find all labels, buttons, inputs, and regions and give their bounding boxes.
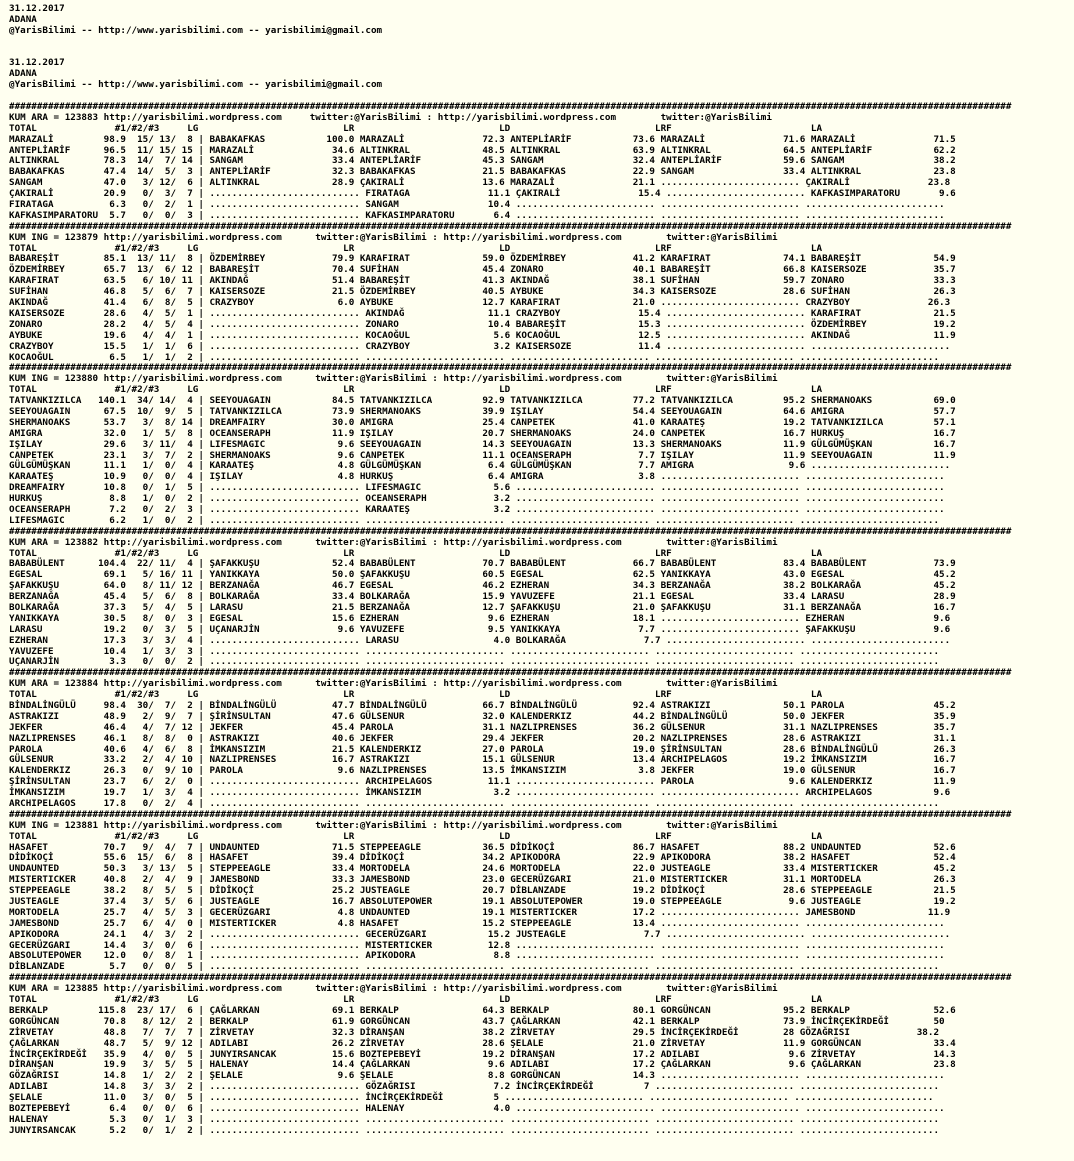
text-line: BİNDALİNGÜLÜ 98.4 30/ 7/ 2 | BİNDALİNGÜLÜ 47.7 BİNDALİNGÜLÜ 66.7 BİNDALİNGÜLÜ 92.4 ASTRAKIZI 50.1 PAROLA 45.2 (9, 700, 956, 711)
text-line: FIRATAGA 6.3 0/ 2/ 1 | ........................... SANGAM 10.4 ......................... ......................... ......................... (9, 199, 945, 211)
text-line: STEPPEEAGLE 38.2 8/ 5/ 5 | DİDİKOÇİ 25.2 JUSTEAGLE 20.7 DİBLANZADE 19.2 DİDİKOÇİ 28.6 STEPPEEAGLE 21.5 (9, 885, 956, 897)
text-line: BERKALP 115.8 23/ 17/ 6 | ÇAĞLARKAN 69.1 BERKALP 64.3 BERKALP 80.1 GORGÜNCAN 95.2 BERKALP 52.6 (9, 1004, 956, 1016)
text-line: DİDİKOÇİ 55.6 15/ 6/ 8 | HASAFET 39.4 DİDİKOÇİ 34.2 APIKODORA 22.9 APIKODORA 38.2 HASAFET 52.4 (9, 852, 956, 864)
text-line: UNDAUNTED 50.3 3/ 13/ 5 | STEPPEEAGLE 33.4 MORTODELA 24.6 MORTODELA 22.0 JUSTEAGLE 33.4 MISTERTICKER 45.2 (9, 863, 956, 875)
text-line: @YarisBilimi -- http://www.yarisbilimi.com -- yarisbilimi@gmail.com (9, 79, 383, 91)
text-line: JUNYIRSANCAK 5.2 0/ 1/ 2 | ........................... ......................... ......................... ......................... ......................... (9, 1124, 940, 1136)
text-line: İMKANSIZIM 19.7 1/ 3/ 4 | ........................... İMKANSIZIM 3.2 ......................... ......................... ARCHIPELAGOS 9.6 (9, 787, 951, 799)
text-line: DREAMFAIRY 10.8 0/ 1/ 5 | ........................... LIFESMAGIC 5.6 ......................... ......................... ......................... (9, 482, 945, 494)
text-line (9, 37, 1071, 48)
text-line: MARAZALİ 98.9 15/ 13/ 8 | BABAKAFKAS 100.0 MARAZALİ 72.3 ANTEPLİARİF 73.6 MARAZALİ 71.6 MARAZALİ 71.5 (9, 133, 956, 145)
text-line: NAZLIPRENSES 46.1 8/ 8/ 0 | ASTRAKIZI 40.6 JEKFER 29.4 JEKFER 20.2 NAZLIPRENSES 28.6 ASTRAKIZI 31.1 (9, 732, 956, 744)
text-line: KUM ARA = 123885 http://yarisbilimi.wordpress.com twitter:@YarisBilimi : http://yarisbilimi.wordpress.com twitter:@YarisBilimi (9, 983, 778, 995)
text-line: SUFİHAN 46.8 5/ 6/ 7 | KAISERSOZE 21.5 ÖZDEMİRBEY 40.5 AYBUKE 34.3 KAISERSOZE 28.6 SUFİHAN 26.3 (9, 286, 956, 298)
text-line: #################################################################################################################################################################################### (9, 220, 1012, 232)
text-line: JEKFER 46.4 4/ 7/ 12 | JEKFER 45.4 PAROLA 31.1 NAZLIPRENSES 36.2 GÜLSENUR 31.1 NAZLIPRENSES 35.7 (9, 721, 956, 733)
text-line: ÖZDEMİRBEY 65.7 13/ 6/ 12 | BABAREŞİT 70.4 SUFİHAN 45.4 ZONARO 40.1 BABAREŞİT 66.8 KAISERSOZE 35.7 (9, 264, 956, 276)
text-line: MISTERTICKER 40.8 2/ 4/ 9 | JAMESBOND 33.3 JAMESBOND 23.0 GECERÜZGARI 21.0 MISTERTICKER 31.1 MORTODELA 26.3 (9, 874, 956, 886)
text-line: IŞILAY 29.6 3/ 11/ 4 | LIFESMAGIC 9.6 SEEYOUAGAIN 14.3 SEEYOUAGAIN 13.3 SHERMANOAKS 11.9 GÜLGÜMÜŞKAN 16.7 (9, 438, 956, 450)
text-line: MORTODELA 25.7 4/ 5/ 3 | GECERÜZGARI 4.8 UNDAUNTED 19.1 MISTERTICKER 17.2 ......................... JAMESBOND 11.9 (9, 906, 951, 918)
text-line: YANIKKAYA 30.5 8/ 0/ 3 | EGESAL 15.6 EZHERAN 9.6 EZHERAN 18.1 ......................... EZHERAN 9.6 (9, 612, 951, 624)
text-line: EGESAL 69.1 5/ 16/ 11 | YANIKKAYA 50.0 ŞAFAKKUŞU 60.5 EGESAL 62.5 YANIKKAYA 43.0 EGESAL 45.2 (9, 569, 956, 581)
text-line: AYBUKE 19.6 4/ 4/ 1 | ........................... KOCAOĞUL 5.6 KOCAOĞUL 12.5 ......................... AKINDAĞ 11.9 (9, 329, 956, 341)
text-line: TOTAL #1/#2/#3 LG LR LD LRF LA (9, 547, 823, 559)
text-line: SEEYOUAGAIN 67.5 10/ 9/ 5 | TATVANKIZILCA 73.9 SHERMANOAKS 39.9 IŞILAY 54.4 SEEYOUAGAIN 64.6 AMIGRA 57.7 (9, 405, 956, 417)
text-line: ŞAFAKKUŞU 64.0 8/ 11/ 12 | BERZANAĞA 46.7 EGESAL 46.2 EZHERAN 34.3 BERZANAĞA 38.2 BOLKARAĞA 45.2 (9, 580, 956, 592)
text-line: ASTRAKIZI 48.9 2/ 9/ 7 | ŞİRİNSULTAN 47.6 GÜLSENUR 32.0 KALENDERKIZ 44.2 BİNDALİNGÜLÜ 50.0 JEKFER 35.9 (9, 710, 956, 722)
text-line: #################################################################################################################################################################################### (9, 362, 1012, 374)
text-line: GÜLGÜMÜŞKAN 11.1 1/ 0/ 4 | KARAATEŞ 4.8 GÜLGÜMÜŞKAN 6.4 GÜLGÜMÜŞKAN 7.7 AMIGRA 9.6 ......................... (9, 460, 951, 472)
text-line: KUM ING = 123879 http://yarisbilimi.wordpress.com twitter:@YarisBilimi : http://yarisbilimi.wordpress.com twitter:@YarisBilimi (9, 231, 778, 243)
text-line: APIKODORA 24.1 4/ 3/ 2 | ........................... GECERÜZGARI 15.2 JUSTEAGLE 7.7 ......................... ......................... (9, 928, 951, 940)
text-line: BOZTEPEBEYİ 6.4 0/ 0/ 6 | ........................... HALENAY 4.0 ......................... ......................... ......................... (9, 1102, 945, 1114)
text-line: KUM ARA = 123883 http://yarisbilimi.wordpress.com twitter:@YarisBilimi : http://yarisbilimi.wordpress.com twitter:@YarisBilimi (9, 111, 772, 123)
text-line: LARASU 19.2 0/ 3/ 5 | UÇANARJİN 9.6 YAVUZEFE 9.5 YANIKKAYA 7.7 ......................... ŞAFAKKUŞU 9.6 (9, 623, 951, 635)
text-line: BERZANAĞA 45.4 5/ 6/ 8 | BOLKARAĞA 33.4 BOLKARAĞA 15.9 YAVUZEFE 21.1 EGESAL 33.4 LARASU 28.9 (9, 591, 956, 603)
text-line: #################################################################################################################################################################################### (9, 525, 1012, 537)
text-line: DİRANŞAN 19.9 3/ 5/ 5 | HALENAY 14.4 ÇAĞLARKAN 9.6 ADILABI 17.2 ÇAĞLARKAN 9.6 ÇAĞLARKAN 23.8 (9, 1059, 956, 1071)
text-line: ARCHIPELAGOS 17.8 0/ 2/ 4 | ........................... ......................... ......................... ......................... ......................... (9, 798, 940, 810)
text-line: KALENDERKIZ 26.3 0/ 9/ 10 | PAROLA 9.6 NAZLIPRENSES 13.5 İMKANSIZIM 3.8 JEKFER 19.0 GÜLSENUR 16.7 (9, 765, 956, 777)
text-line: GÜLSENUR 33.2 2/ 4/ 10 | NAZLIPRENSES 16.7 ASTRAKIZI 15.1 GÜLSENUR 13.4 ARCHIPELAGOS 19.2 İMKANSIZIM 16.7 (9, 754, 956, 766)
text-line: SHERMANOAKS 53.7 3/ 8/ 14 | DREAMFAIRY 30.0 AMIGRA 25.4 CANPETEK 41.0 KARAATEŞ 19.2 TATVANKIZILCA 57.1 (9, 416, 956, 428)
text-line: HASAFET 70.7 9/ 4/ 7 | UNDAUNTED 71.5 STEPPEEAGLE 36.5 DİDİKOÇİ 86.7 HASAFET 88.2 UNDAUNTED 52.6 (9, 841, 956, 853)
text-line: BOLKARAĞA 37.3 5/ 4/ 5 | LARASU 21.5 BERZANAĞA 12.7 ŞAFAKKUŞU 21.0 ŞAFAKKUŞU 31.1 BERZANAĞA 16.7 (9, 601, 956, 613)
text-line: AMIGRA 32.0 1/ 5/ 8 | OCEANSERAPH 11.9 IŞILAY 20.7 SHERMANOAKS 24.0 CANPETEK 16.7 HURKUŞ 16.7 (9, 427, 956, 439)
text-line: İNCİRÇEKİRDEĞİ 35.9 4/ 0/ 5 | JUNYIRSANCAK 15.6 BOZTEPEBEYİ 19.2 DİRANŞAN 17.2 ADILABI 9.6 ZİRVETAY 14.3 (9, 1048, 956, 1060)
text-line: EZHERAN 17.3 3/ 3/ 4 | ........................... LARASU 4.0 BOLKARAĞA 7.7 ......................... ......................... (9, 634, 951, 646)
text-line: KARAATEŞ 10.9 0/ 0/ 4 | IŞILAY 4.8 HURKUŞ 6.4 AMIGRA 3.8 ......................... ......................... (9, 471, 945, 483)
text-line: BABAKAFKAS 47.4 14/ 5/ 3 | ANTEPLİARİF 32.3 BABAKAFKAS 21.5 BABAKAFKAS 22.9 SANGAM 33.4 ALTINKRAL 23.8 (9, 166, 956, 178)
text-line: TOTAL #1/#2/#3 LG LR LD LRF LA (9, 242, 823, 254)
text-line: ŞELALE 11.0 3/ 0/ 5 | ........................... İNCİRÇEKİRDEĞİ 5 ......................... ......................... ......................... (9, 1092, 934, 1104)
text-line: ÇAKIRALİ 20.9 0/ 3/ 7 | ........................... FIRATAGA 11.1 ÇAKIRALİ 15.4 ......................... KAFKASIMPARATORU 9.6 (9, 188, 956, 200)
text-line: ADANA (9, 13, 37, 25)
text-line: TOTAL #1/#2/#3 LG LR LD LRF LA (9, 384, 823, 396)
text-line: TOTAL #1/#2/#3 LG LR LD LRF LA (9, 830, 823, 842)
text-line: UÇANARJİN 3.3 0/ 0/ 2 | ........................... ......................... ......................... ......................... ......................... (9, 656, 940, 668)
text-line: KAISERSOZE 28.6 4/ 5/ 1 | ........................... AKINDAĞ 11.1 CRAZYBOY 15.4 ......................... KARAFIRAT 21.5 (9, 307, 956, 319)
text-line: HURKUŞ 8.8 1/ 0/ 2 | ........................... OCEANSERAPH 3.2 ......................... ......................... ......................... (9, 493, 945, 505)
text-line: CRAZYBOY 15.5 1/ 1/ 6 | ........................... CRAZYBOY 3.2 KAISERSOZE 11.4 ......................... ......................... (9, 340, 951, 352)
text-line: ADILABI 14.8 3/ 3/ 2 | ........................... GÖZAĞRISI 7.2 İNCİRÇEKİRDEĞİ 7 ......................... ......................... (9, 1081, 940, 1093)
text-line: KAFKASIMPARATORU 5.7 0/ 0/ 3 | ........................... KAFKASIMPARATORU 6.4 ......................... ......................... ......................... (9, 209, 945, 221)
text-line: GECERÜZGARI 14.4 3/ 0/ 6 | ........................... MISTERTICKER 12.8 ......................... ......................... ......................... (9, 939, 945, 951)
text-line: BABABÜLENT 104.4 22/ 11/ 4 | ŞAFAKKUŞU 52.4 BABABÜLENT 70.7 BABABÜLENT 66.7 BABABÜLENT 83.4 BABABÜLENT 73.9 (9, 558, 956, 570)
text-line: KUM ING = 123880 http://yarisbilimi.wordpress.com twitter:@YarisBilimi : http://yarisbilimi.wordpress.com twitter:@YarisBilimi (9, 373, 778, 385)
text-line: KOCAOĞUL 6.5 1/ 1/ 2 | ........................... ......................... ......................... ......................... ......................... (9, 351, 940, 363)
text-line: 31.12.2017 (9, 3, 65, 14)
text-line: ÇAĞLARKAN 48.7 5/ 9/ 12 | ADILABI 26.2 ZİRVETAY 28.6 ŞELALE 21.0 ZİRVETAY 11.9 GORGÜNCAN 33.4 (9, 1037, 956, 1049)
text-line: KARAFIRAT 63.5 6/ 10/ 11 | AKINDAĞ 51.4 BABAREŞİT 41.3 AKINDAĞ 38.1 SUFİHAN 59.7 ZONARO 33.3 (9, 275, 956, 287)
text-line: #################################################################################################################################################################################### (9, 667, 1012, 679)
text-line: BABAREŞİT 85.1 13/ 11/ 8 | ÖZDEMİRBEY 79.9 KARAFIRAT 59.0 ÖZDEMİRBEY 41.2 KARAFIRAT 74.1 BABAREŞİT 54.9 (9, 253, 956, 265)
text-line: PAROLA 40.6 4/ 6/ 8 | İMKANSIZIM 21.5 KALENDERKIZ 27.0 PAROLA 19.0 ŞİRİNSULTAN 28.6 BİNDALİNGÜLÜ 26.3 (9, 743, 956, 755)
text-line: TOTAL #1/#2/#3 LG LR LD LRF LA (9, 689, 823, 701)
text-line: DİBLANZADE 5.7 0/ 0/ 5 | ........................... ......................... ......................... ......................... ......................... (9, 961, 940, 973)
text-line: #################################################################################################################################################################################### (9, 972, 1012, 984)
text-line: HALENAY 5.3 0/ 1/ 3 | ........................... ......................... ......................... ......................... ......................... (9, 1113, 940, 1125)
text-line: JAMESBOND 25.7 6/ 4/ 0 | MISTERTICKER 4.8 HASAFET 15.2 STEPPEEAGLE 13.4 ......................... ......................... (9, 917, 945, 929)
text-line: KUM ARA = 123884 http://yarisbilimi.wordpress.com twitter:@YarisBilimi : http://yarisbilimi.wordpress.com twitter:@YarisBilimi (9, 678, 778, 690)
text-line: KUM ARA = 123882 http://yarisbilimi.wordpress.com twitter:@YarisBilimi : http://yarisbilimi.wordpress.com twitter:@YarisBilimi (9, 536, 778, 548)
text-line: ANTEPLİARİF 96.5 11/ 15/ 15 | MARAZALİ 34.6 ALTINKRAL 48.5 ALTINKRAL 63.9 ALTINKRAL 64.5 ANTEPLİARİF 62.2 (9, 144, 956, 156)
text-line: AKINDAĞ 41.4 6/ 8/ 5 | CRAZYBOY 6.0 AYBUKE 12.7 KARAFIRAT 21.0 ......................... CRAZYBOY 26.3 (9, 297, 951, 309)
text-line: YAVUZEFE 10.4 1/ 3/ 3 | ........................... ......................... ......................... ......................... ......................... (9, 645, 940, 657)
text-line: GÖZAĞRISI 14.8 1/ 2/ 2 | ŞELALE 9.6 ŞELALE 8.8 GORGÜNCAN 14.3 ......................... ......................... (9, 1070, 945, 1082)
text-line: ZONARO 28.2 4/ 5/ 4 | ........................... ZONARO 10.4 BABAREŞİT 15.3 ......................... ÖZDEMİRBEY 19.2 (9, 318, 956, 330)
text-line (9, 48, 1071, 59)
text-line: 31.12.2017 (9, 57, 65, 69)
text-line: @YarisBilimi -- http://www.yarisbilimi.com -- yarisbilimi@gmail.com (9, 24, 383, 36)
text-line: ABSOLUTEPOWER 12.0 0/ 8/ 1 | ........................... APIKODORA 8.8 ......................... ......................... ......................... (9, 950, 945, 962)
text-line: TOTAL #1/#2/#3 LG LR LD LRF LA (9, 994, 823, 1006)
text-line: ALTINKRAL 78.3 14/ 7/ 14 | SANGAM 33.4 ANTEPLİARİF 45.3 SANGAM 32.4 ANTEPLİARİF 59.6 SANGAM 38.2 (9, 155, 956, 167)
text-line: #################################################################################################################################################################################### (9, 808, 1012, 820)
text-line: ADANA (9, 68, 37, 80)
text-line: ZİRVETAY 48.8 7/ 7/ 7 | ZİRVETAY 32.3 DİRANŞAN 38.2 ZİRVETAY 29.5 İNCİRÇEKİRDEĞİ 28 GÖZAĞRISI 38.2 (9, 1026, 940, 1038)
text-line: KUM ING = 123881 http://yarisbilimi.wordpress.com twitter:@YarisBilimi : http://yarisbilimi.wordpress.com twitter:@YarisBilimi (9, 819, 778, 831)
text-line: OCEANSERAPH 7.2 0/ 2/ 3 | ........................... KARAATEŞ 3.2 ......................... ......................... ......................... (9, 503, 945, 515)
text-line: SANGAM 47.0 3/ 12/ 6 | ALTINKRAL 28.9 ÇAKIRALİ 13.6 MARAZALİ 21.1 ......................... ÇAKIRALİ 23.8 (9, 177, 951, 189)
text-line: #################################################################################################################################################################################### (9, 101, 1012, 113)
text-line: JUSTEAGLE 37.4 3/ 5/ 6 | JUSTEAGLE 16.7 ABSOLUTEPOWER 19.1 ABSOLUTEPOWER 19.0 STEPPEEAGLE 9.6 JUSTEAGLE 19.2 (9, 896, 956, 908)
text-line: TATVANKIZILCA 140.1 34/ 14/ 4 | SEEYOUAGAIN 84.5 TATVANKIZILCA 92.9 TATVANKIZILCA 77.2 TATVANKIZILCA 95.2 SHERMANOAKS 69.0 (9, 395, 956, 407)
text-line: LIFESMAGIC 6.2 1/ 0/ 2 | ........................... ......................... ......................... ......................... ......................... (9, 514, 940, 526)
text-line: TOTAL #1/#2/#3 LG LR LD LRF LA (9, 122, 823, 134)
text-line: CANPETEK 23.1 3/ 7/ 2 | SHERMANOAKS 9.6 CANPETEK 11.1 OCEANSERAPH 7.7 IŞILAY 11.9 SEEYOUAGAIN 11.9 (9, 449, 956, 461)
text-line: ŞİRİNSULTAN 23.7 6/ 2/ 0 | ........................... ARCHIPELAGOS 11.1 ......................... PAROLA 9.6 KALENDERKIZ 11.9 (9, 776, 956, 788)
text-line: GORGÜNCAN 70.8 8/ 12/ 2 | BERKALP 61.9 GORGÜNCAN 43.7 ÇAĞLARKAN 42.1 BERKALP 73.9 İNCİRÇEKİRDEĞİ 50 (9, 1015, 945, 1027)
